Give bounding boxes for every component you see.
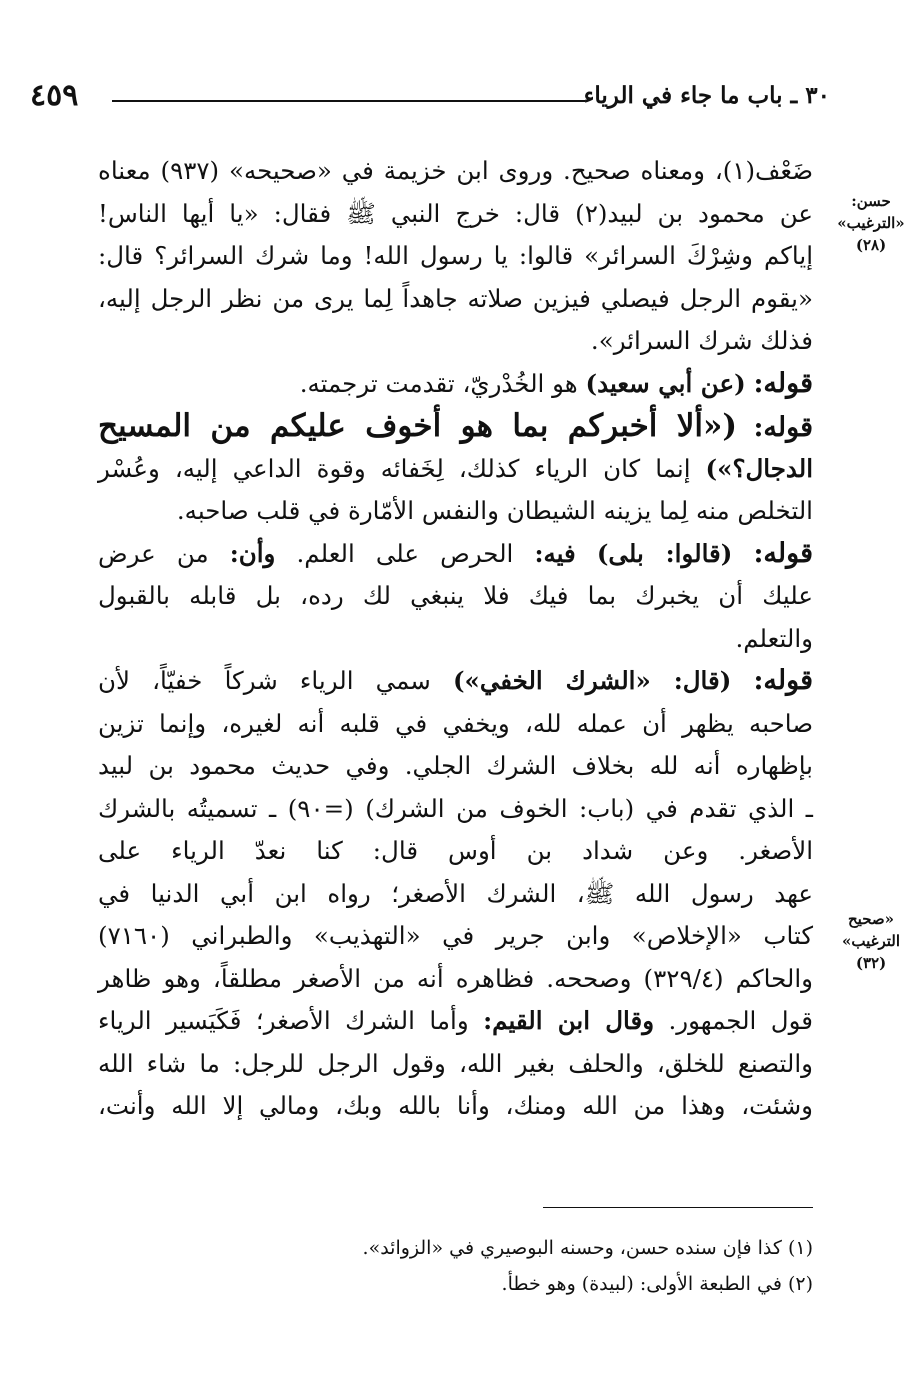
text-line: صاحبه يظهر أن عمله لله، ويخفي في قلبه أنه لغيره، وإنما تزين [98,708,813,738]
text-line: إياكم وشِرْكَ السرائر» قالوا: يا رسول الله! وما شرك السرائر؟ قال: [98,241,813,270]
footnote-separator [543,1207,813,1208]
footnote-1: (١) كذا فإن سنده حسن، وحسنه البوصيري في «الزوائد». [362,1237,813,1259]
margin-note-line: (٢٨) [855,236,887,254]
running-header [30,78,830,118]
text-line: عهد رسول الله ﷺ، الشرك الأصغر؛ رواه ابن أبي الدنيا في [98,878,813,908]
footnotes [98,1230,813,1302]
keyword-qawluhu: قوله: [753,367,813,399]
header-rule [112,100,585,102]
text-line: ضَعْف(١)، ومعناه صحيح. وروى ابن خزيمة في «صحيحه» (٩٣٧) معناه [98,156,814,185]
text-line: والتعلم. [735,623,813,653]
margin-note-line: «الترغيب» [837,214,905,232]
text-line: الأصغر. وعن شداد بن أوس قال: كنا نعدّ الرياء على [98,836,813,865]
text-line: الدجال؟») إنما كان الرياء كذلك، لِخَفائه وقوة الداعي إليه، وعُسْر [98,453,813,483]
text-line: والحاكم (٣٢٩/٤) وصححه. فظاهره أنه من الأصغر مطلقاً، وهو ظاهر [98,963,813,993]
keyword-ibn-alqayyim: وقال ابن القيم: [483,1006,655,1035]
text-line: عليك أن يخبرك بما فيك فلا ينبغي لك رده، بل قابله بالقبول [98,581,813,610]
text-line: «يقوم الرجل فيصلي فيزين صلاته جاهداً لِما يرى من نظر الرجل إليه، [98,283,813,313]
margin-note-line: «صحيح [847,910,894,928]
margin-note-line: الترغيب» [841,932,900,950]
text-line: بإظهاره أنه لله بخلاف الشرك الجلي. وفي حديث محمود بن لبيد [98,751,813,780]
text-line: والتصنع للخلق، والحلف بغير الله، وقول الرجل للرجل: ما شاء الله [98,1048,813,1078]
page-number: ٤٥٩ [30,78,79,113]
margin-note-hadith-grade-2 [833,908,909,974]
keyword-qawluhu: قوله: [753,412,813,443]
text-line: وشئت، وهذا من الله ومنك، وأنا بالله وبك، ومالي إلا الله وأنت، [98,1091,813,1120]
keyword-fihi: فيه: [534,538,576,568]
text-line: قوله: («ألا أخبركم بما هو أخوف عليكم من المسيح [98,408,813,444]
keyword-wa-anna: وأن: [229,538,276,568]
text-line: قوله: (قال: «الشرك الخفي») سمي الرياء شركاً خفيّاً، لأن [98,665,813,696]
chapter-title: ٣٠ ـ باب ما جاء في الرياء [583,82,830,109]
text-line: ـ الذي تقدم في (باب: الخوف من الشرك) (=٩٠) ـ تسميتُه بالشرك [98,793,813,823]
margin-note-line: (٣٢) [855,954,887,972]
text-line: قوله: (قالوا: بلى) فيه: الحرص على العلم. وأن: من عرض [98,537,813,569]
keyword-qawluhu: قوله: [753,665,813,696]
margin-note-line: حسن: [851,192,891,210]
footnote-2: (٢) في الطبعة الأولى: (لبيدة) وهو خطأ. [501,1273,813,1295]
text-line: قوله: (عن أبي سعيد) هو الخُدْريّ، تقدمت ترجمته. [299,367,813,399]
text-line: عن محمود بن لبيد(٢) قال: خرج النبي ﷺ فقال: «يا أيها الناس! [98,198,813,228]
main-text [98,150,813,1128]
text-line: التخلص منه لِما يزينه الشيطان والنفس الأمّارة في قلب صاحبه. [176,496,813,525]
text-line: فذلك شرك السرائر». [590,326,813,355]
keyword-qawluhu: قوله: [753,537,813,569]
text-line: كتاب «الإخلاص» وابن جرير في «التهذيب» والطبراني (٧١٦٠) [98,921,813,950]
text-line: قول الجمهور. وقال ابن القيم: وأما الشرك الأصغر؛ فَكَيَسير الرياء [98,1006,813,1035]
margin-note-hadith-grade-1 [833,190,909,256]
